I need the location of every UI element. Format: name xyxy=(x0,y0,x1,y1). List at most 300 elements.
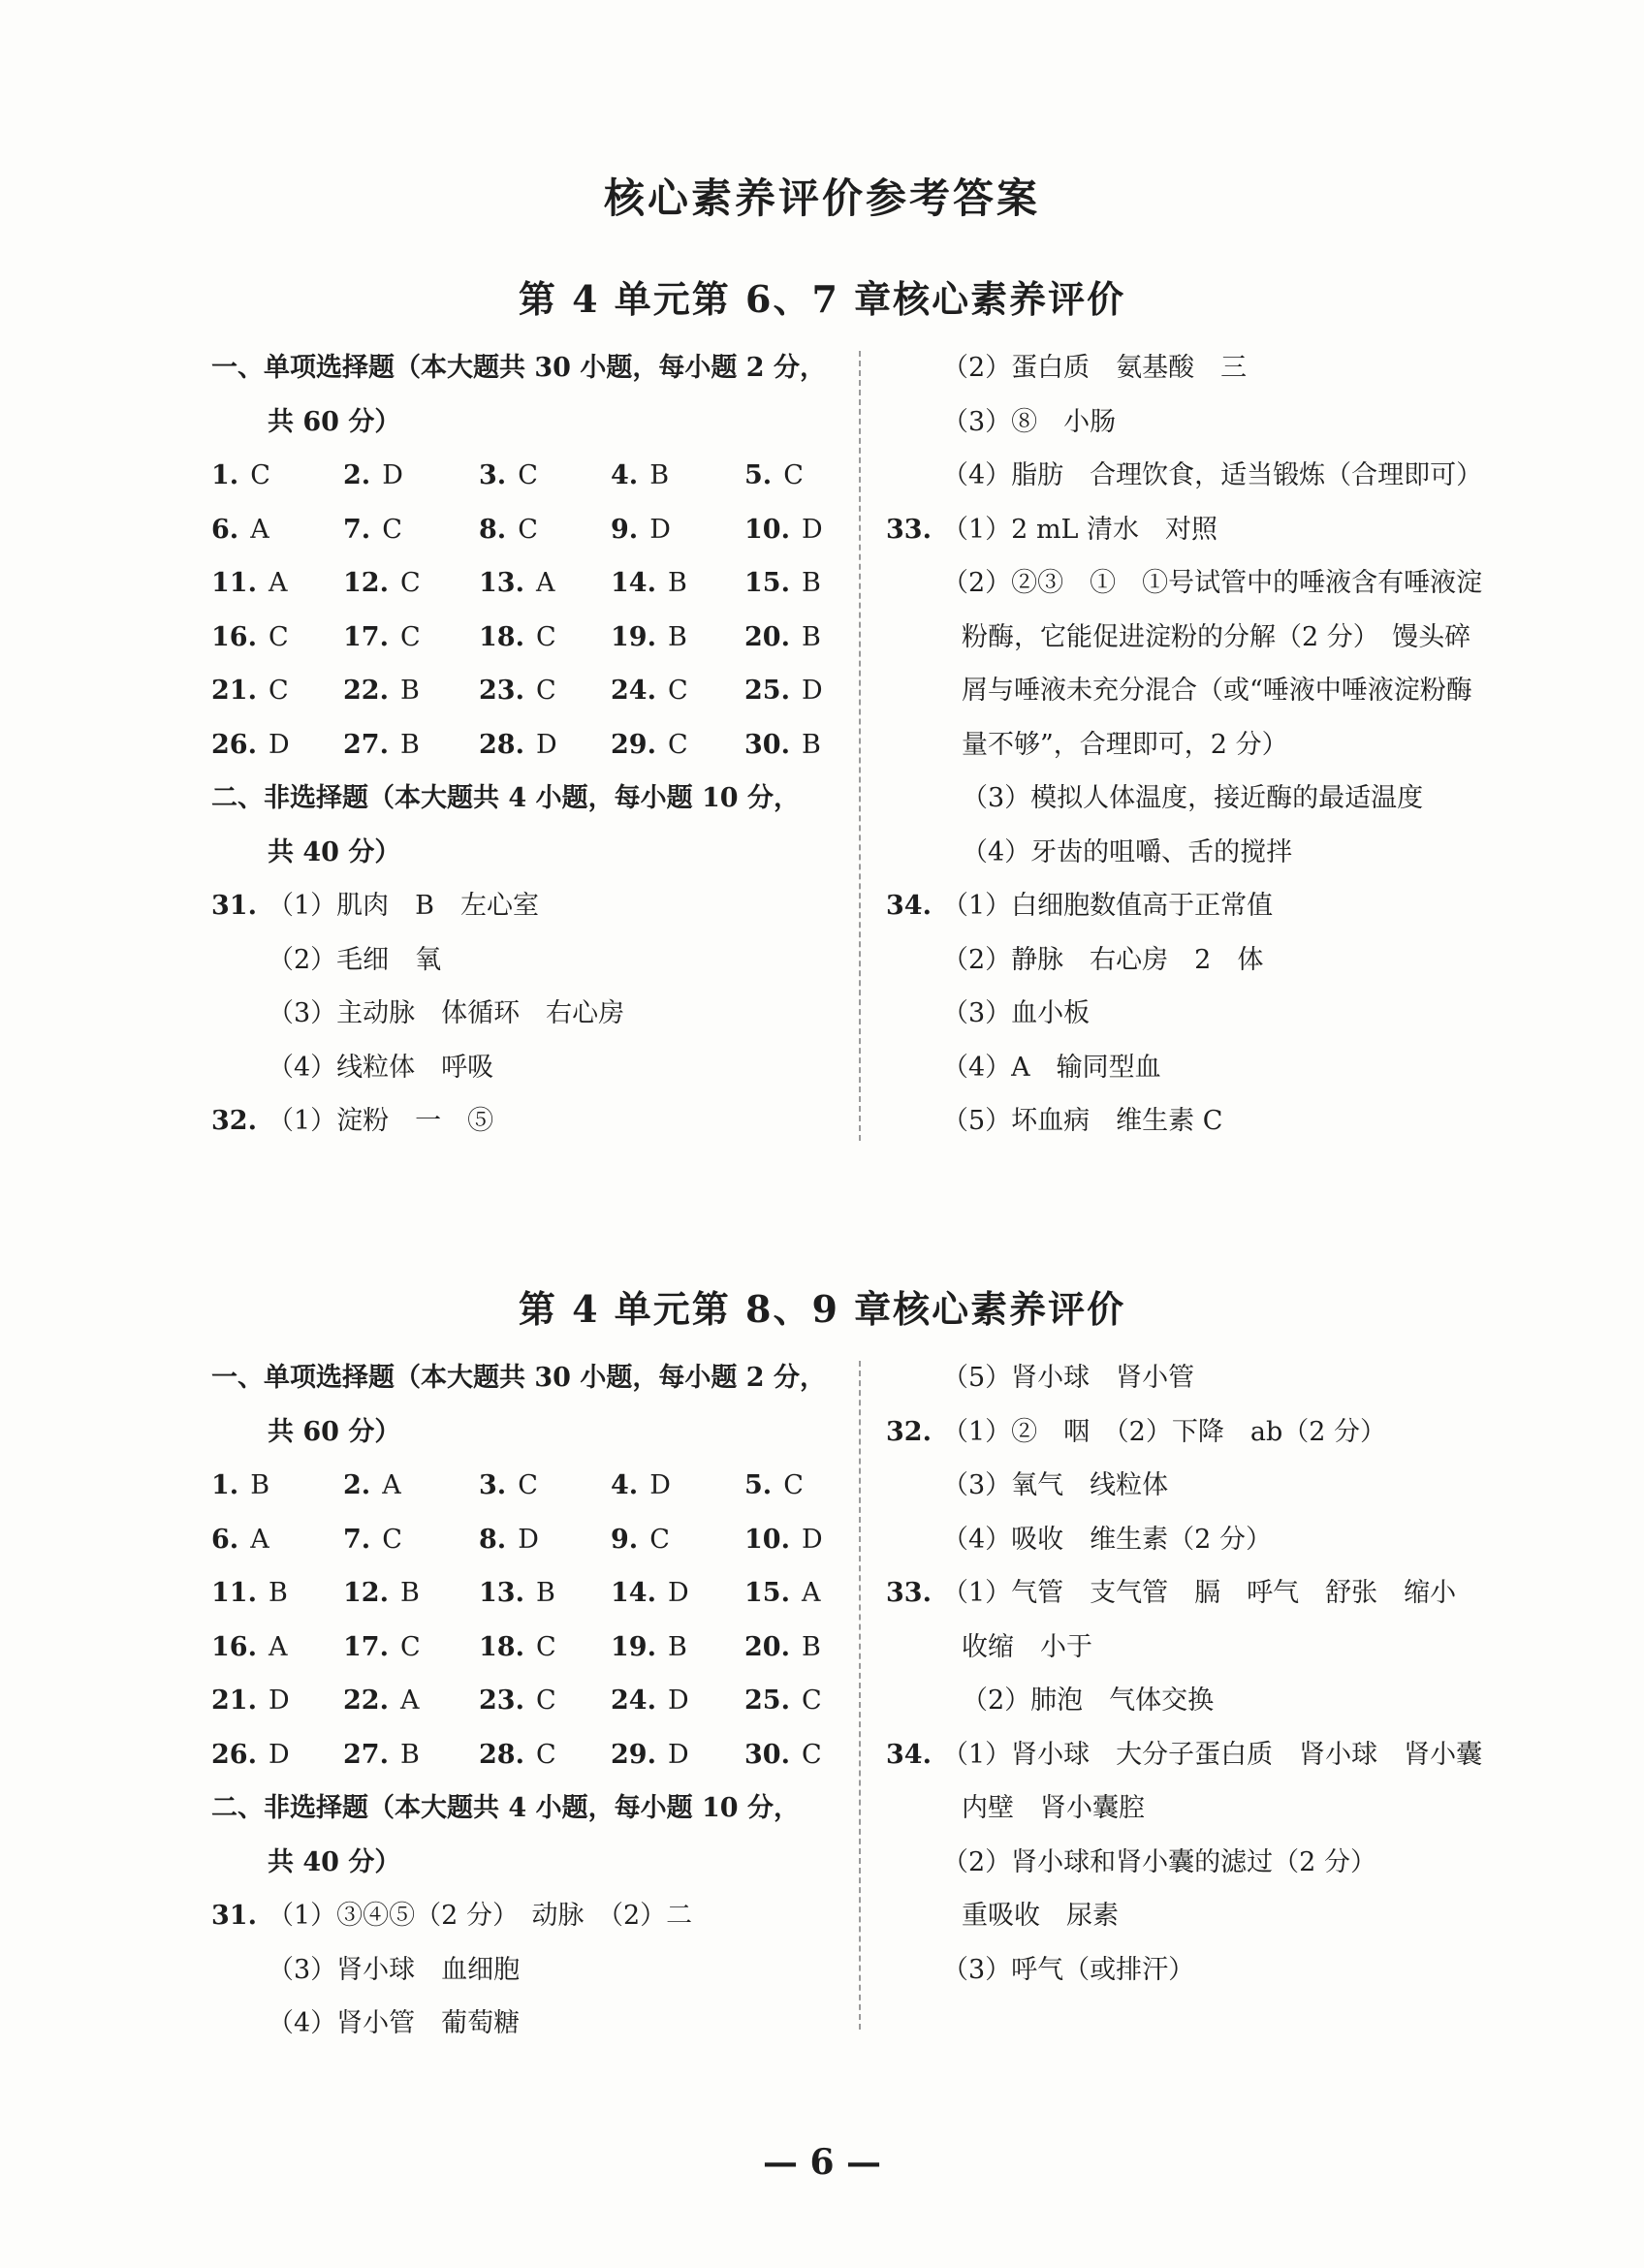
mc-answer-letter: C xyxy=(518,460,538,490)
mc-question-number: 12. xyxy=(343,1578,389,1608)
mc-question-number: 30. xyxy=(744,729,790,760)
mc-answer-letter: C xyxy=(399,568,421,598)
mc-answer xyxy=(611,1513,670,1567)
mc-question-number: 8. xyxy=(479,1524,507,1555)
mc-row xyxy=(211,503,841,557)
mc-row xyxy=(211,1728,841,1782)
mc-row xyxy=(211,556,841,611)
page-number: — 6 — xyxy=(762,2142,882,2183)
mc-answer-letter: A xyxy=(250,514,269,545)
answer-text: 重吸收 尿素 xyxy=(962,1901,1119,1931)
mc-answer xyxy=(611,556,687,611)
mc-answer-letter: D xyxy=(518,1524,539,1555)
mc-question-number: 14. xyxy=(611,1578,656,1608)
question-33 xyxy=(886,1566,1526,1728)
answer-text: （3）模拟人体温度，接近酶的最适温度 xyxy=(962,783,1424,813)
mc-answer xyxy=(744,1674,822,1728)
mc-answer-letter: A xyxy=(801,1578,821,1608)
mc-answer xyxy=(343,611,421,665)
question-line xyxy=(886,395,1526,450)
mc-question-number: 11. xyxy=(211,568,257,598)
answer-text: （4）A 输同型血 xyxy=(942,1052,1161,1083)
question-line xyxy=(886,664,1526,718)
answer-text: （3）肾小球 血细胞 xyxy=(268,1954,521,1985)
answer-text: （5）坏血病 维生素 C xyxy=(942,1106,1223,1136)
mc-answer xyxy=(744,1566,820,1621)
mc-question-number: 6. xyxy=(211,1524,239,1555)
mc-question-number: 27. xyxy=(343,1739,389,1770)
mc-answer-letter: C xyxy=(518,1470,538,1500)
mc-answer-letter: D xyxy=(649,514,671,545)
answer-text: （3）主动脉 体循环 右心房 xyxy=(268,998,625,1028)
mc-answer xyxy=(343,1728,420,1782)
mc-question-number: 11. xyxy=(211,1578,257,1608)
mc-question-number: 15. xyxy=(744,1578,790,1608)
mc-answer-letter: C xyxy=(535,621,556,652)
answer-text: （3）呼气（或排汗） xyxy=(942,1954,1195,1985)
answer-text: （2）肺泡 气体交换 xyxy=(962,1685,1215,1716)
mc-answer-letter: B xyxy=(399,676,420,706)
column-divider-1 xyxy=(859,351,861,1141)
answer-text: （4）脂肪 合理饮食，适当锻炼（合理即可） xyxy=(942,460,1483,490)
mc-answer-letter: C xyxy=(518,514,538,545)
answer-text: （5）肾小球 肾小管 xyxy=(942,1363,1195,1393)
question-number: 31. xyxy=(211,1901,257,1931)
mc-answer-letter: C xyxy=(268,676,289,706)
part2-heading-cont: 共 40 分） xyxy=(268,1846,401,1877)
mc-answer-letter: B xyxy=(667,1631,687,1662)
mc-answer xyxy=(744,664,823,718)
mc-answer-letter: C xyxy=(801,1685,822,1716)
mc-answer xyxy=(343,718,420,772)
answer-text: （3）氧气 线粒体 xyxy=(942,1470,1169,1500)
question-line xyxy=(886,1943,1526,1998)
section-1-left-column xyxy=(211,341,841,1149)
mc-question-number: 29. xyxy=(611,729,656,760)
column-divider-2 xyxy=(859,1361,861,2030)
mc-question-number: 7. xyxy=(343,1524,371,1555)
question-number: 34. xyxy=(886,1739,932,1770)
answer-text: （3）血小板 xyxy=(942,998,1091,1028)
question-line xyxy=(886,611,1526,665)
mc-row xyxy=(211,1459,841,1513)
mc-answer xyxy=(343,556,421,611)
mc-row xyxy=(211,1621,841,1675)
mc-row xyxy=(211,449,841,503)
mc-answer-letter: C xyxy=(535,1685,556,1716)
mc-question-number: 28. xyxy=(479,1739,524,1770)
mc-question-number: 22. xyxy=(343,676,389,706)
mc-answer-letter: B xyxy=(535,1578,555,1608)
section-2-left-column xyxy=(211,1351,841,2051)
answer-text: （1）② 咽 （2）下降 ab（2 分） xyxy=(942,1416,1386,1447)
mc-answer-letter: B xyxy=(399,1578,420,1608)
mc-row xyxy=(211,664,841,718)
mc-answer xyxy=(343,1566,420,1621)
mc-answer-letter: D xyxy=(801,514,823,545)
question-number: 32. xyxy=(211,1106,257,1136)
answer-text: （1）2 mL 清水 对照 xyxy=(942,514,1218,545)
answer-text: （1）肌肉 B 左心室 xyxy=(268,891,540,921)
mc-answer-letter: B xyxy=(801,729,821,760)
mc-answer xyxy=(479,664,556,718)
question-line xyxy=(886,826,1526,880)
mc-answer-letter: D xyxy=(535,729,557,760)
mc-answer xyxy=(611,718,688,772)
mc-answer xyxy=(211,556,287,611)
mc-answer xyxy=(211,1513,269,1567)
question-first-line xyxy=(211,879,841,933)
mc-answer xyxy=(611,1621,687,1675)
mc-answer-letter: A xyxy=(268,568,288,598)
mc-question-number: 23. xyxy=(479,676,524,706)
mc-answer-letter: D xyxy=(268,1685,290,1716)
mc-answer-letter: D xyxy=(801,676,823,706)
answer-text: （2）静脉 右心房 2 体 xyxy=(942,944,1264,975)
mc-question-number: 5. xyxy=(744,460,773,490)
mc-answer-letter: C xyxy=(649,1524,670,1555)
mc-answer xyxy=(744,449,804,503)
answer-text: （1）气管 支气管 膈 呼气 舒张 缩小 xyxy=(942,1578,1457,1608)
mc-question-number: 15. xyxy=(744,568,790,598)
answer-text: （1）③④⑤（2 分） 动脉 （2）二 xyxy=(268,1901,693,1931)
mc-answer xyxy=(479,1513,539,1567)
mc-answer-letter: D xyxy=(268,729,290,760)
question-number: 33. xyxy=(886,1578,932,1608)
question-line xyxy=(211,933,841,988)
question-line xyxy=(886,341,1526,395)
mc-answer xyxy=(211,1728,290,1782)
question-line xyxy=(886,1041,1526,1095)
question-32-cont xyxy=(886,341,1526,503)
mc-answer xyxy=(211,718,290,772)
mc-answer xyxy=(611,449,669,503)
mc-question-number: 2. xyxy=(343,1470,371,1500)
mc-question-number: 3. xyxy=(479,1470,507,1500)
mc-answer xyxy=(479,449,538,503)
mc-answer-letter: D xyxy=(268,1739,290,1770)
mc-answer xyxy=(611,503,671,557)
mc-question-number: 3. xyxy=(479,460,507,490)
mc-question-number: 17. xyxy=(343,1631,389,1662)
mc-answer-letter: C xyxy=(801,1739,822,1770)
answer-text: （1）肾小球 大分子蛋白质 肾小球 肾小囊 xyxy=(942,1739,1483,1770)
question-line xyxy=(886,556,1526,611)
mc-answers xyxy=(211,449,841,772)
mc-answer-letter: D xyxy=(649,1470,671,1500)
question-first-line xyxy=(886,879,1526,933)
question-line xyxy=(886,718,1526,772)
mc-answer-letter: D xyxy=(667,1739,689,1770)
mc-question-number: 7. xyxy=(343,514,371,545)
mc-answer-letter: B xyxy=(801,621,821,652)
mc-answer xyxy=(611,1728,689,1782)
part2-heading-cont: 共 40 分） xyxy=(268,836,401,867)
mc-row xyxy=(211,718,841,772)
mc-question-number: 23. xyxy=(479,1685,524,1716)
mc-answer-letter: B xyxy=(268,1578,288,1608)
mc-answer xyxy=(343,503,402,557)
mc-answer-letter: A xyxy=(399,1685,420,1716)
question-first-line xyxy=(886,1566,1526,1621)
mc-answer-letter: C xyxy=(667,676,688,706)
part1-heading-cont: 共 60 分） xyxy=(268,406,401,437)
mc-answer-letter: C xyxy=(535,1739,556,1770)
mc-answer xyxy=(611,1566,689,1621)
mc-answer-letter: C xyxy=(783,460,804,490)
mc-answer-letter: A xyxy=(268,1631,288,1662)
question-first-line xyxy=(211,1889,841,1943)
mc-answer xyxy=(211,611,289,665)
mc-question-number: 25. xyxy=(744,1685,790,1716)
answer-text: （4）吸收 维生素（2 分） xyxy=(942,1524,1272,1555)
mc-row xyxy=(211,1674,841,1728)
mc-question-number: 22. xyxy=(343,1685,389,1716)
mc-question-number: 16. xyxy=(211,621,257,652)
mc-answer xyxy=(479,611,556,665)
mc-answer-letter: A xyxy=(250,1524,269,1555)
mc-answer-letter: B xyxy=(399,1739,420,1770)
mc-question-number: 28. xyxy=(479,729,524,760)
question-line xyxy=(211,1997,841,2051)
mc-question-number: 1. xyxy=(211,460,239,490)
question-line xyxy=(886,987,1526,1041)
mc-answer-letter: C xyxy=(667,729,688,760)
mc-answer xyxy=(211,1674,290,1728)
mc-question-number: 26. xyxy=(211,729,257,760)
question-line xyxy=(886,1836,1526,1890)
answer-text: （3）⑧ 小肠 xyxy=(942,406,1117,437)
mc-row xyxy=(211,1566,841,1621)
mc-question-number: 4. xyxy=(611,1470,639,1500)
mc-question-number: 10. xyxy=(744,514,790,545)
mc-answer xyxy=(611,1674,689,1728)
question-31-cont xyxy=(886,1351,1526,1405)
mc-answer xyxy=(479,503,538,557)
question-first-line xyxy=(211,1094,841,1149)
mc-question-number: 24. xyxy=(611,676,656,706)
mc-question-number: 12. xyxy=(343,568,389,598)
mc-answer xyxy=(611,611,687,665)
question-number: 33. xyxy=(886,514,932,545)
mc-answer xyxy=(211,1459,269,1513)
answer-text: （2）蛋白质 氨基酸 三 xyxy=(942,353,1248,383)
question-33 xyxy=(886,503,1526,880)
question-line xyxy=(886,1513,1526,1567)
mc-question-number: 2. xyxy=(343,460,371,490)
mc-answer xyxy=(744,718,821,772)
mc-answer xyxy=(343,664,420,718)
mc-answer-letter: D xyxy=(667,1685,689,1716)
mc-answer xyxy=(343,1674,419,1728)
mc-answer xyxy=(479,1459,538,1513)
mc-question-number: 27. xyxy=(343,729,389,760)
mc-question-number: 26. xyxy=(211,1739,257,1770)
mc-answer-letter: B xyxy=(649,460,670,490)
question-line xyxy=(886,1674,1526,1728)
mc-question-number: 20. xyxy=(744,1631,790,1662)
question-line xyxy=(886,772,1526,826)
mc-question-number: 9. xyxy=(611,514,639,545)
section-1-right-column xyxy=(886,341,1526,1149)
question-first-line xyxy=(886,1728,1526,1782)
answer-text: 粉酶，它能促进淀粉的分解（2 分） 馒头碎 xyxy=(962,621,1471,652)
mc-question-number: 16. xyxy=(211,1631,257,1662)
part1-heading: 一、单项选择题（本大题共 30 小题，每小题 2 分， xyxy=(211,353,826,383)
mc-question-number: 8. xyxy=(479,514,507,545)
mc-answer-letter: C xyxy=(382,514,402,545)
question-34 xyxy=(886,879,1526,1149)
mc-question-number: 10. xyxy=(744,1524,790,1555)
mc-answer xyxy=(744,1728,822,1782)
mc-answer xyxy=(744,1621,821,1675)
mc-question-number: 13. xyxy=(479,1578,524,1608)
page-title: 核心素养评价参考答案 xyxy=(603,174,1040,222)
mc-question-number: 21. xyxy=(211,1685,257,1716)
part1-heading-cont: 共 60 分） xyxy=(268,1416,401,1447)
mc-question-number: 20. xyxy=(744,621,790,652)
mc-answer xyxy=(211,449,270,503)
mc-answer-letter: C xyxy=(535,1631,556,1662)
mc-answer xyxy=(479,1674,556,1728)
mc-answer-letter: C xyxy=(268,621,289,652)
mc-answer-letter: B xyxy=(801,568,821,598)
mc-answer xyxy=(343,1459,401,1513)
mc-question-number: 9. xyxy=(611,1524,639,1555)
mc-answer-letter: C xyxy=(250,460,270,490)
mc-answer xyxy=(744,503,823,557)
answer-text: （4）牙齿的咀嚼、舌的搅拌 xyxy=(962,836,1293,867)
mc-answer-letter: A xyxy=(535,568,555,598)
question-32 xyxy=(211,1094,841,1149)
answer-text: （2）肾小球和肾小囊的滤过（2 分） xyxy=(942,1846,1376,1877)
question-31 xyxy=(211,879,841,1094)
mc-answer xyxy=(479,718,557,772)
answer-text: （1）白细胞数值高于正常值 xyxy=(942,891,1274,921)
mc-question-number: 1. xyxy=(211,1470,239,1500)
question-line xyxy=(886,1621,1526,1675)
mc-question-number: 24. xyxy=(611,1685,656,1716)
mc-answer xyxy=(744,611,821,665)
mc-answer-letter: D xyxy=(382,460,403,490)
question-number: 32. xyxy=(886,1416,932,1447)
mc-question-number: 29. xyxy=(611,1739,656,1770)
mc-question-number: 19. xyxy=(611,1631,656,1662)
question-line xyxy=(886,449,1526,503)
mc-answer xyxy=(611,1459,671,1513)
mc-question-number: 18. xyxy=(479,621,524,652)
mc-answer xyxy=(211,1566,288,1621)
mc-answer-letter: A xyxy=(382,1470,401,1500)
mc-question-number: 18. xyxy=(479,1631,524,1662)
section-title-1: 第 4 单元第 6、7 章核心素养评价 xyxy=(518,277,1126,321)
answer-text: （4）线粒体 呼吸 xyxy=(268,1052,494,1083)
question-line xyxy=(211,1943,841,1998)
question-line xyxy=(211,1041,841,1095)
question-line xyxy=(886,933,1526,988)
question-32 xyxy=(886,1405,1526,1567)
question-line xyxy=(886,1351,1526,1405)
answer-text: （2）②③ ① ①号试管中的唾液含有唾液淀 xyxy=(942,568,1483,598)
mc-answer xyxy=(744,1513,823,1567)
mc-answer xyxy=(211,503,269,557)
part2-heading: 二、非选择题（本大题共 4 小题，每小题 10 分， xyxy=(211,1793,800,1823)
mc-question-number: 17. xyxy=(343,621,389,652)
answer-text: 收缩 小于 xyxy=(962,1631,1092,1662)
mc-answer xyxy=(343,1513,402,1567)
part1-heading: 一、单项选择题（本大题共 30 小题，每小题 2 分， xyxy=(211,1363,826,1393)
question-line xyxy=(886,1459,1526,1513)
mc-answer-letter: C xyxy=(382,1524,402,1555)
mc-answer xyxy=(343,1621,421,1675)
answer-text: （4）肾小管 葡萄糖 xyxy=(268,2008,521,2038)
mc-answer xyxy=(744,1459,804,1513)
mc-answers xyxy=(211,1459,841,1781)
question-31 xyxy=(211,1889,841,2051)
mc-answer-letter: C xyxy=(399,1631,421,1662)
question-line xyxy=(211,987,841,1041)
mc-answer xyxy=(343,449,403,503)
answer-text: 量不够”，合理即可，2 分） xyxy=(962,729,1288,760)
mc-answer xyxy=(744,556,821,611)
mc-answer-letter: B xyxy=(667,621,687,652)
mc-row xyxy=(211,1513,841,1567)
question-number: 31. xyxy=(211,891,257,921)
mc-answer-letter: B xyxy=(399,729,420,760)
mc-answer xyxy=(479,556,554,611)
mc-row xyxy=(211,611,841,665)
answer-text: 屑与唾液未充分混合（或“唾液中唾液淀粉酶 xyxy=(962,676,1472,706)
mc-answer xyxy=(479,1621,556,1675)
mc-answer xyxy=(479,1566,555,1621)
mc-question-number: 19. xyxy=(611,621,656,652)
answer-text: 内壁 肾小囊腔 xyxy=(962,1793,1145,1823)
question-number: 34. xyxy=(886,891,932,921)
question-line xyxy=(886,1094,1526,1149)
mc-question-number: 25. xyxy=(744,676,790,706)
mc-answer xyxy=(211,664,289,718)
mc-answer-letter: D xyxy=(667,1578,689,1608)
answer-text: （2）毛细 氧 xyxy=(268,944,442,975)
mc-question-number: 6. xyxy=(211,514,239,545)
mc-answer-letter: B xyxy=(801,1631,821,1662)
answer-text: （1）淀粉 一 ⑤ xyxy=(268,1106,494,1136)
mc-answer-letter: C xyxy=(399,621,421,652)
question-first-line xyxy=(886,503,1526,557)
mc-question-number: 21. xyxy=(211,676,257,706)
question-first-line xyxy=(886,1405,1526,1460)
section-title-2: 第 4 单元第 8、9 章核心素养评价 xyxy=(518,1287,1126,1331)
mc-answer-letter: D xyxy=(801,1524,823,1555)
mc-question-number: 30. xyxy=(744,1739,790,1770)
question-34 xyxy=(886,1728,1526,1998)
mc-answer xyxy=(211,1621,287,1675)
mc-answer-letter: C xyxy=(535,676,556,706)
mc-answer xyxy=(611,664,688,718)
mc-question-number: 14. xyxy=(611,568,656,598)
mc-question-number: 5. xyxy=(744,1470,773,1500)
mc-answer-letter: B xyxy=(667,568,687,598)
mc-answer xyxy=(479,1728,556,1782)
mc-answer-letter: B xyxy=(250,1470,270,1500)
question-line xyxy=(886,1781,1526,1836)
mc-question-number: 4. xyxy=(611,460,639,490)
mc-answer-letter: C xyxy=(783,1470,804,1500)
question-line xyxy=(886,1889,1526,1943)
part2-heading: 二、非选择题（本大题共 4 小题，每小题 10 分， xyxy=(211,783,800,813)
mc-question-number: 13. xyxy=(479,568,524,598)
section-2-right-column xyxy=(886,1351,1526,1997)
